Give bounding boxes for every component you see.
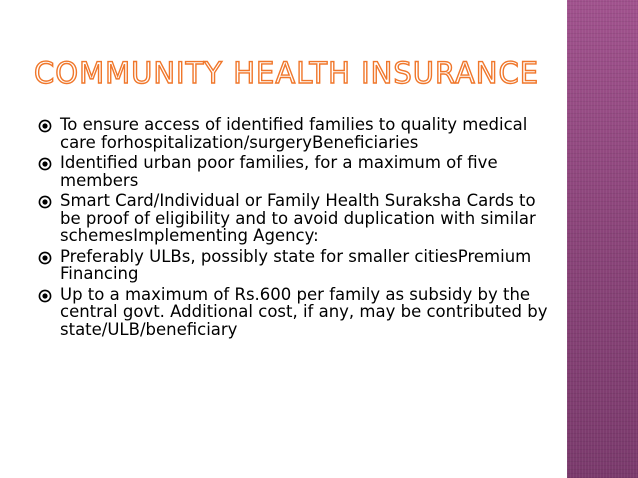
bullet-text: Up to a maximum of Rs.600 per family as subsidy by the central govt. Additional cost, if any, may be contributed by state/ULB/beneficiary <box>60 284 548 339</box>
circle-dot-icon <box>38 289 52 303</box>
bullet-text: Preferably ULBs, possibly state for smaller citiesPremium Financing <box>60 246 532 283</box>
side-decoration-strip <box>567 0 638 478</box>
circle-dot-icon <box>38 157 52 171</box>
circle-dot-icon <box>38 195 52 209</box>
bullet-text: To ensure access of identified families to quality medical care forhospitalization/surgeryBeneficiaries <box>60 115 528 152</box>
slide-title: COMMUNITY HEALTH INSURANCE <box>34 56 540 90</box>
bullet-list <box>38 116 558 341</box>
bullet-item <box>38 154 558 189</box>
circle-dot-icon <box>38 119 52 133</box>
bullet-item <box>38 192 558 245</box>
circle-dot-icon <box>38 251 52 265</box>
bullet-text: Identified urban poor families, for a maximum of five members <box>60 153 498 190</box>
bullet-item <box>38 116 558 151</box>
bullet-item <box>38 286 558 339</box>
bullet-item <box>38 248 558 283</box>
bullet-text: Smart Card/Individual or Family Health Suraksha Cards to be proof of eligibility and to avoid duplication with similar schemesImplementing Agency: <box>60 191 536 245</box>
